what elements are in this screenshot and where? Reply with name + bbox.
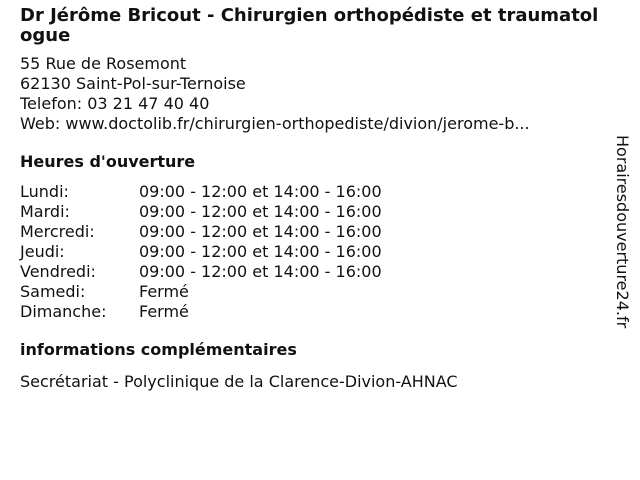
day-label: Mercredi: <box>20 222 95 241</box>
hours-row-saturday <box>20 282 605 302</box>
street-address: 55 Rue de Rosemont <box>20 54 187 73</box>
day-label: Vendredi: <box>20 262 96 281</box>
phone-number: Telefon: 03 21 47 40 40 <box>20 94 210 113</box>
hours-row-monday <box>20 182 605 202</box>
info-text: Secrétariat - Polyclinique de la Clarence-Divion-AHNAC <box>20 372 458 391</box>
day-hours: 09:00 - 12:00 et 14:00 - 16:00 <box>139 202 382 221</box>
day-hours: 09:00 - 12:00 et 14:00 - 16:00 <box>139 182 382 201</box>
day-label: Dimanche: <box>20 302 107 321</box>
day-hours: Fermé <box>139 282 189 301</box>
city-address: 62130 Saint-Pol-sur-Ternoise <box>20 74 246 93</box>
day-hours: 09:00 - 12:00 et 14:00 - 16:00 <box>139 262 382 281</box>
hours-row-wednesday <box>20 222 605 242</box>
day-label: Jeudi: <box>20 242 65 261</box>
page-title: Dr Jérôme Bricout - Chirurgien orthopédiste et traumatologue <box>20 5 599 46</box>
site-watermark: Horairesdouverture24.fr <box>613 135 632 329</box>
hours-row-sunday <box>20 302 605 322</box>
hours-row-thursday <box>20 242 605 262</box>
hours-row-friday <box>20 262 605 282</box>
opening-hours-list <box>20 182 605 322</box>
day-label: Mardi: <box>20 202 70 221</box>
day-hours: 09:00 - 12:00 et 14:00 - 16:00 <box>139 242 382 261</box>
info-heading: informations complémentaires <box>20 340 297 359</box>
day-label: Lundi: <box>20 182 69 201</box>
hours-row-tuesday <box>20 202 605 222</box>
day-label: Samedi: <box>20 282 86 301</box>
day-hours: 09:00 - 12:00 et 14:00 - 16:00 <box>139 222 382 241</box>
address-block <box>20 54 605 134</box>
website-link[interactable]: Web: www.doctolib.fr/chirurgien-orthopediste/divion/jerome-b... <box>20 114 530 133</box>
day-hours: Fermé <box>139 302 189 321</box>
listing-card <box>20 6 605 392</box>
hours-heading: Heures d'ouverture <box>20 152 196 171</box>
